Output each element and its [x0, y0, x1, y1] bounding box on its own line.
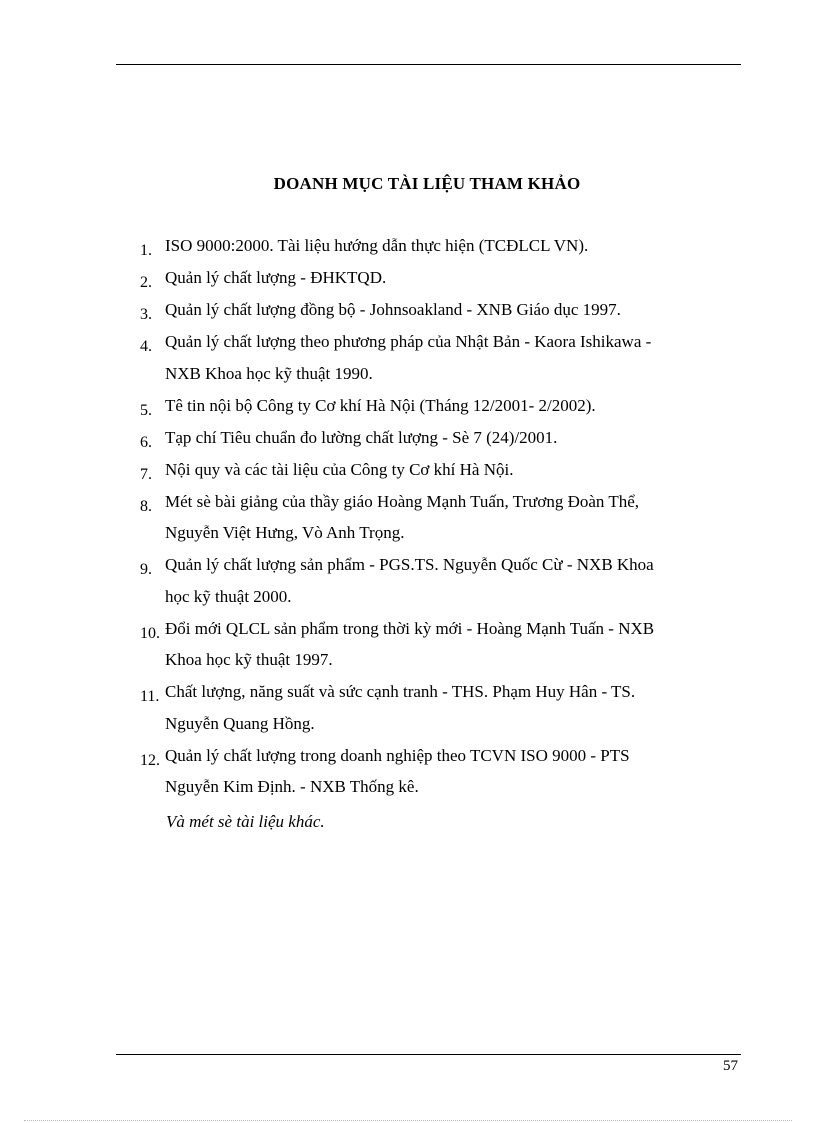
reference-item	[140, 294, 730, 326]
reference-text-line: Nguyễn Kim Định. - NXB Thống kê.	[165, 777, 419, 796]
reference-text-line: Quản lý chất lượng đồng bộ - Johnsoakland - XNB Giáo dục 1997.	[165, 300, 621, 319]
reference-item	[140, 613, 730, 676]
reference-text-line: Quản lý chất lượng - ĐHKTQD.	[165, 268, 387, 287]
reference-item	[140, 454, 730, 486]
reference-item	[140, 549, 730, 612]
page-number: 57	[723, 1058, 738, 1074]
reference-number: 4.	[140, 338, 152, 355]
reference-number: 12.	[140, 751, 160, 769]
reference-number: 3.	[140, 306, 152, 323]
reference-item	[140, 230, 730, 262]
reference-number: 10.	[140, 624, 160, 642]
reference-text-line: Quản lý chất lượng trong doanh nghiệp theo TCVN ISO 9000 - PTS	[165, 745, 630, 765]
reference-text-line: Quản lý chất lượng sản phẩm - PGS.TS. Nguyễn Quốc Cừ - NXB Khoa	[165, 555, 654, 574]
reference-text-line: NXB Khoa học kỹ thuật 1990.	[165, 363, 373, 383]
reference-number: 1.	[140, 242, 152, 259]
footer-rule	[116, 1054, 741, 1055]
reference-item	[140, 390, 730, 422]
reference-text-line: Tê tin nội bộ Công ty Cơ khí Hà Nội (Tháng 12/2001- 2/2002).	[165, 395, 596, 415]
reference-number: 7.	[140, 465, 152, 483]
reference-item	[140, 422, 730, 454]
reference-text-line: Mét sè bài giảng của thầy giáo Hoàng Mạnh Tuấn, Trương Đoàn Thể,	[165, 491, 640, 511]
reference-item	[140, 262, 730, 294]
closing-note: Và mét sè tài liệu khác.	[166, 812, 325, 831]
reference-text-line: ISO 9000:2000. Tài liệu hướng dẫn thực hiện (TCĐLCL VN).	[165, 236, 589, 255]
reference-text-line: Nguyễn Quang Hồng.	[165, 713, 315, 733]
reference-number: 2.	[140, 274, 152, 291]
reference-number: 11.	[140, 688, 160, 705]
reference-list	[140, 230, 730, 803]
reference-text-line: Tạp chí Tiêu chuẩn đo lường chất lượng - Sè 7 (24)/2001.	[165, 427, 558, 447]
page-title: DOANH MỤC TÀI LIỆU THAM KHẢO	[273, 174, 581, 193]
reference-text-line: Khoa học kỹ thuật 1997.	[165, 650, 333, 669]
reference-number: 5.	[140, 401, 152, 419]
reference-text-line: Quản lý chất lượng theo phương pháp của Nhật Bản - Kaora Ishikawa -	[165, 332, 652, 351]
header-rule	[116, 64, 741, 65]
reference-text-line: Nội quy và các tài liệu của Công ty Cơ khí Hà Nội.	[165, 459, 514, 479]
reference-number: 8.	[140, 497, 152, 515]
reference-item	[140, 676, 730, 739]
page-edge-divider	[24, 1120, 792, 1121]
reference-number: 9.	[140, 561, 152, 578]
reference-item	[140, 326, 730, 389]
reference-text-line: Chất lượng, năng suất và sức cạnh tranh - THS. Phạm Huy Hân - TS.	[165, 682, 636, 701]
reference-item	[140, 740, 730, 803]
reference-item	[140, 486, 730, 549]
reference-text-line: Nguyễn Việt Hưng, Vò Anh Trọng.	[165, 523, 405, 542]
reference-text-line: Đổi mới QLCL sản phẩm trong thời kỳ mới - Hoàng Mạnh Tuấn - NXB	[165, 618, 655, 638]
reference-text-line: học kỹ thuật 2000.	[165, 586, 292, 606]
reference-number: 6.	[140, 433, 152, 451]
